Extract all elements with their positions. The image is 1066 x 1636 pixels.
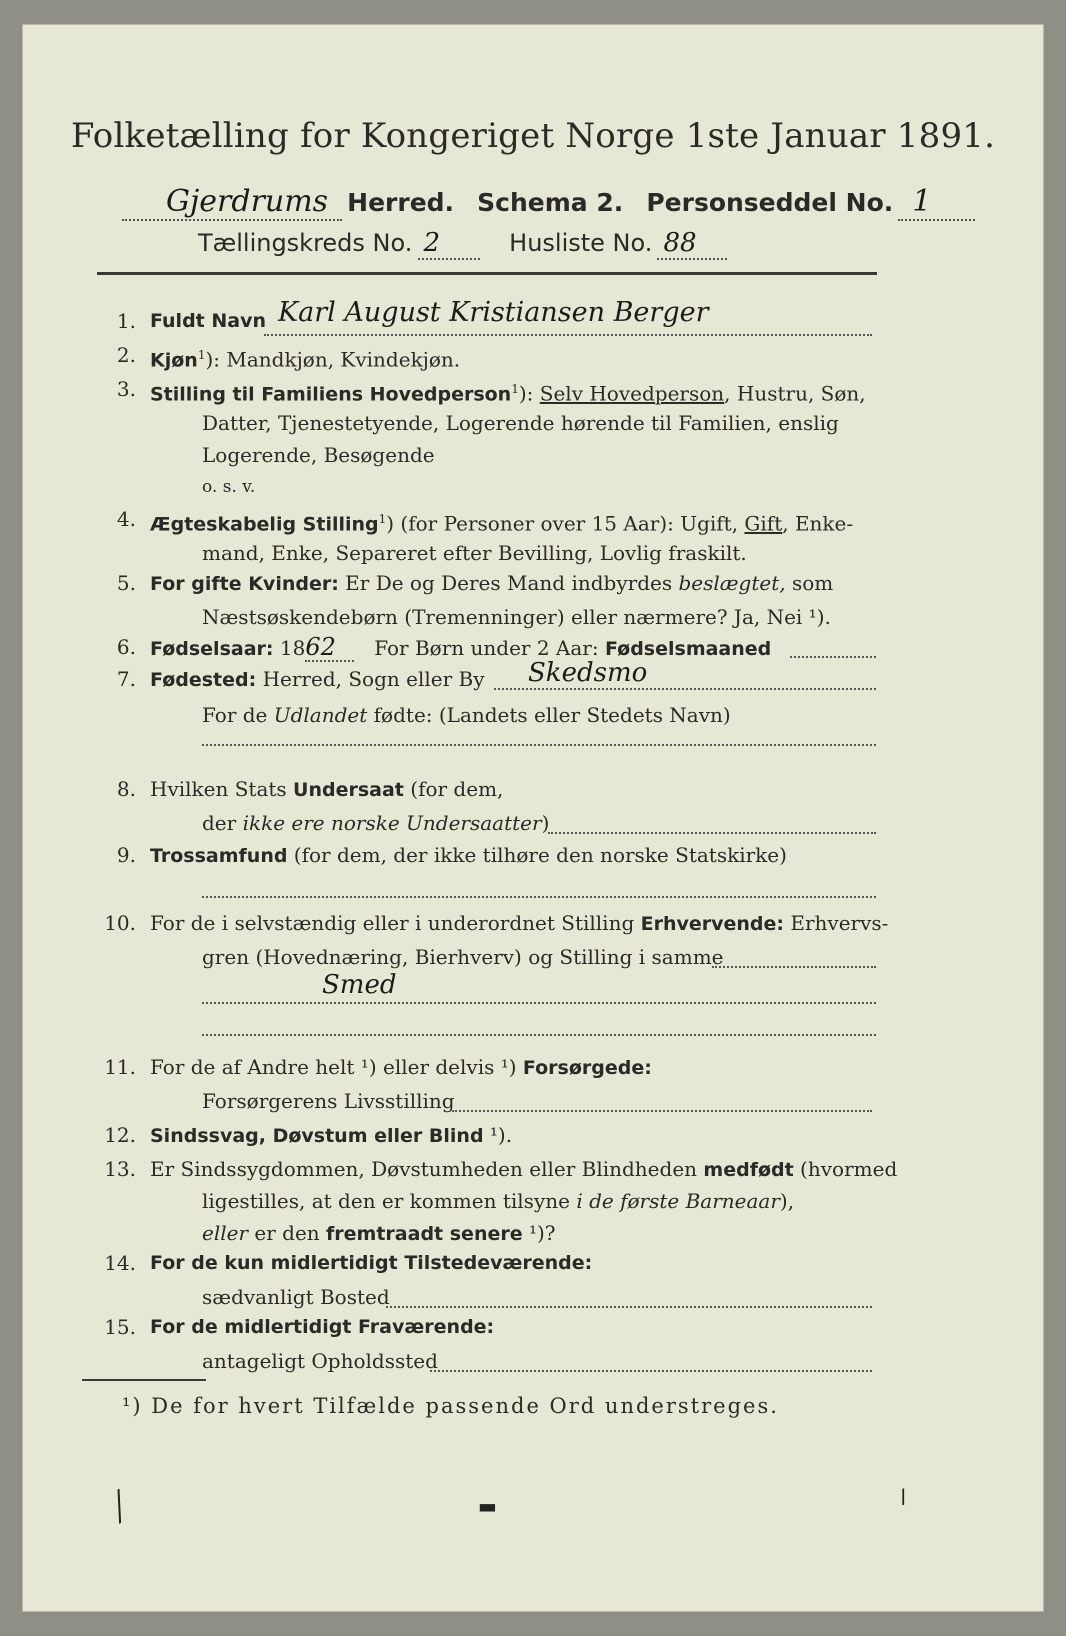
q7-foreign-fill[interactable] [202,744,876,746]
herred-name-field[interactable]: Gjerdrums [122,184,342,221]
q8-text-a: Hvilken Stats [150,777,294,801]
q3-line-4: o. s. v. [202,477,256,497]
q15-fill-line[interactable] [430,1370,872,1372]
q10-text-b: Erhvervs- [784,911,889,935]
q12-text: ¹). [483,1123,513,1147]
q15-number: 15. [104,1315,136,1339]
q4-text-b: , Enke- [782,511,854,536]
census-form-page [22,24,1044,1612]
header-line-kreds [198,228,727,260]
q14-label: For de kun midlertidigt Tilstedeværende: [150,1252,593,1274]
q9-number: 9. [116,843,136,867]
q14-number: 14. [104,1251,136,1275]
q10-text-a: For de i selvstændig eller i underordnet Stilling [150,911,641,935]
q1-label: Fuldt Navn [150,310,267,332]
q7-fill-line [494,688,876,690]
q8-label: Undersaat [293,779,404,801]
q13-italic: i de første Barneaar [576,1189,780,1213]
q10-fill-line-1 [712,966,876,968]
q12-label: Sindssvag, Døvstum eller Blind [150,1125,484,1147]
q13-label-2: fremtraadt senere [326,1223,523,1245]
q11-text-a: For de af Andre helt ¹) eller delvis ¹) [150,1055,523,1079]
header-line-herred [122,184,975,221]
q6-label: Fødselsaar: [150,638,274,660]
q3-footnote-ref: 1 [511,382,519,396]
q15-label: For de midlertidigt Fraværende: [150,1316,495,1338]
header-divider [97,272,877,275]
q8-fill-line[interactable] [548,832,876,834]
q9-fill-line[interactable] [202,896,876,898]
q4-text-a: ) (for Personer over 15 Aar): Ugift, [386,511,745,536]
q7-label: Fødested: [150,669,257,691]
q3-label: Stilling til Familiens Hovedperson [150,383,512,406]
q14-fill-line[interactable] [386,1306,872,1308]
q4-number: 4. [116,507,136,531]
q2-label: Kjøn [150,349,198,372]
schema-label: Schema 2. [477,188,624,217]
q6-year-value[interactable]: 62 [305,634,354,662]
q9-label: Trossamfund [150,845,288,867]
q3-number: 3. [116,377,136,401]
q6-number: 6. [116,635,136,659]
q7-italic: Udlandet [273,703,368,727]
herred-label: Herred. [347,188,455,217]
q5-label: For gifte Kvinder: [150,573,339,595]
q14-line-2: sædvanligt Bosted [202,1285,390,1309]
q2-footnote-ref: 1 [197,348,206,362]
footnote-divider [82,1379,206,1381]
q12-number: 12. [104,1123,136,1147]
q13-text-b: (hvormed [793,1157,898,1181]
q7-text-2a: For de [202,703,274,727]
ink-mark-center: ▬ [478,1494,497,1518]
q5-number: 5. [116,571,136,595]
husliste-no-field[interactable]: 88 [657,228,726,260]
q3-text-a: ): [518,381,540,406]
q10-fill-line-3[interactable] [202,1034,876,1036]
q8-text-2a: der [202,811,243,835]
q9-text: (for dem, der ikke tilhøre den norske Statskirke) [287,843,787,867]
q10-fill-line-2 [202,1002,876,1004]
q3-selected-option[interactable]: Selv Hovedperson [539,381,725,406]
q1-number: 1. [116,309,136,333]
q5-line-2: Næstsøskendebørn (Tremenninger) eller nærmere? Ja, Nei ¹). [202,605,831,629]
q13-text-2b: ), [779,1189,795,1213]
q13-number: 13. [104,1157,136,1181]
q6-label-2: Fødselsmaaned [604,638,772,660]
q15-line-2: antageligt Opholdssted [202,1349,438,1373]
q13-text-3c: ¹)? [522,1221,556,1245]
q10-number: 10. [104,911,136,935]
q7-birthplace-value[interactable]: Skedsmo [528,658,648,688]
q4-label: Ægteskabelig Stilling [150,513,379,536]
q13-text-2a: ligestilles, at den er kommen tilsyne [202,1189,577,1213]
q4-selected-option[interactable]: Gift [744,511,783,536]
q3-text-b: , Hustru, Søn, [724,381,866,406]
q8-italic: ikke ere norske Undersaatter [242,811,542,835]
q13-text-3a: eller [202,1221,249,1245]
q1-fill-line [264,334,872,336]
q10-label: Erhvervende: [640,913,785,935]
ink-mark-left: ╱ [105,1490,135,1524]
personseddel-no-field[interactable]: 1 [898,184,975,221]
q3-line-3: Logerende, Besøgende [202,443,435,467]
q11-number: 11. [104,1055,136,1079]
taellingskreds-no-field[interactable]: 2 [418,228,481,260]
ink-mark-right: ǀ [900,1486,907,1511]
q7-number: 7. [116,667,136,691]
q5-text-b: som [785,571,834,595]
q11-fill-line[interactable] [452,1110,872,1112]
q11-label: Forsørgede: [522,1057,652,1079]
q13-text-a: Er Sindssygdommen, Døvstumheden eller Blindheden [150,1157,704,1181]
q2-options: ): Mandkjøn, Kvindekjøn. [205,347,461,372]
q13-text-3b: er den [248,1221,327,1245]
q7-text: Herred, Sogn eller By [256,667,485,691]
footnote: ¹) De for hvert Tilfælde passende Ord understreges. [122,1394,779,1418]
q1-full-name-value[interactable]: Karl August Kristiansen Berger [278,297,709,328]
q13-label: medfødt [703,1159,794,1181]
q4-footnote-ref: 1 [378,512,387,526]
q6-year-prefix: 18 [279,636,306,660]
q8-number: 8. [116,777,136,801]
q10-occupation-value[interactable]: Smed [322,970,397,1000]
taellingskreds-label: Tællingskreds No. [198,229,413,257]
q2-number: 2. [116,343,136,367]
q4-line-2: mand, Enke, Separeret efter Bevilling, Lovlig fraskilt. [202,541,747,565]
husliste-label: Husliste No. [509,229,653,257]
q5-text-a: Er De og Deres Mand indbyrdes [338,571,679,595]
q5-italic: beslægtet, [678,571,786,595]
q8-text-b: (for dem, [403,777,504,801]
form-title: Folketælling for Kongeriget Norge 1ste Januar 1891. [70,116,996,156]
q6-month-fill[interactable] [790,656,876,658]
q10-line-2: gren (Hovednæring, Bierhverv) og Stilling i samme [202,945,724,969]
q7-text-2b: fødte: (Landets eller Stedets Navn) [367,703,731,727]
q6-middle-text: For Børn under 2 Aar: [374,636,599,660]
personseddel-label: Personseddel No. [646,188,894,217]
q11-line-2: Forsørgerens Livsstilling [202,1089,455,1113]
q8-text-2b: ) [541,811,550,835]
q3-line-2: Datter, Tjenestetyende, Logerende hørende til Familien, enslig [202,411,839,435]
